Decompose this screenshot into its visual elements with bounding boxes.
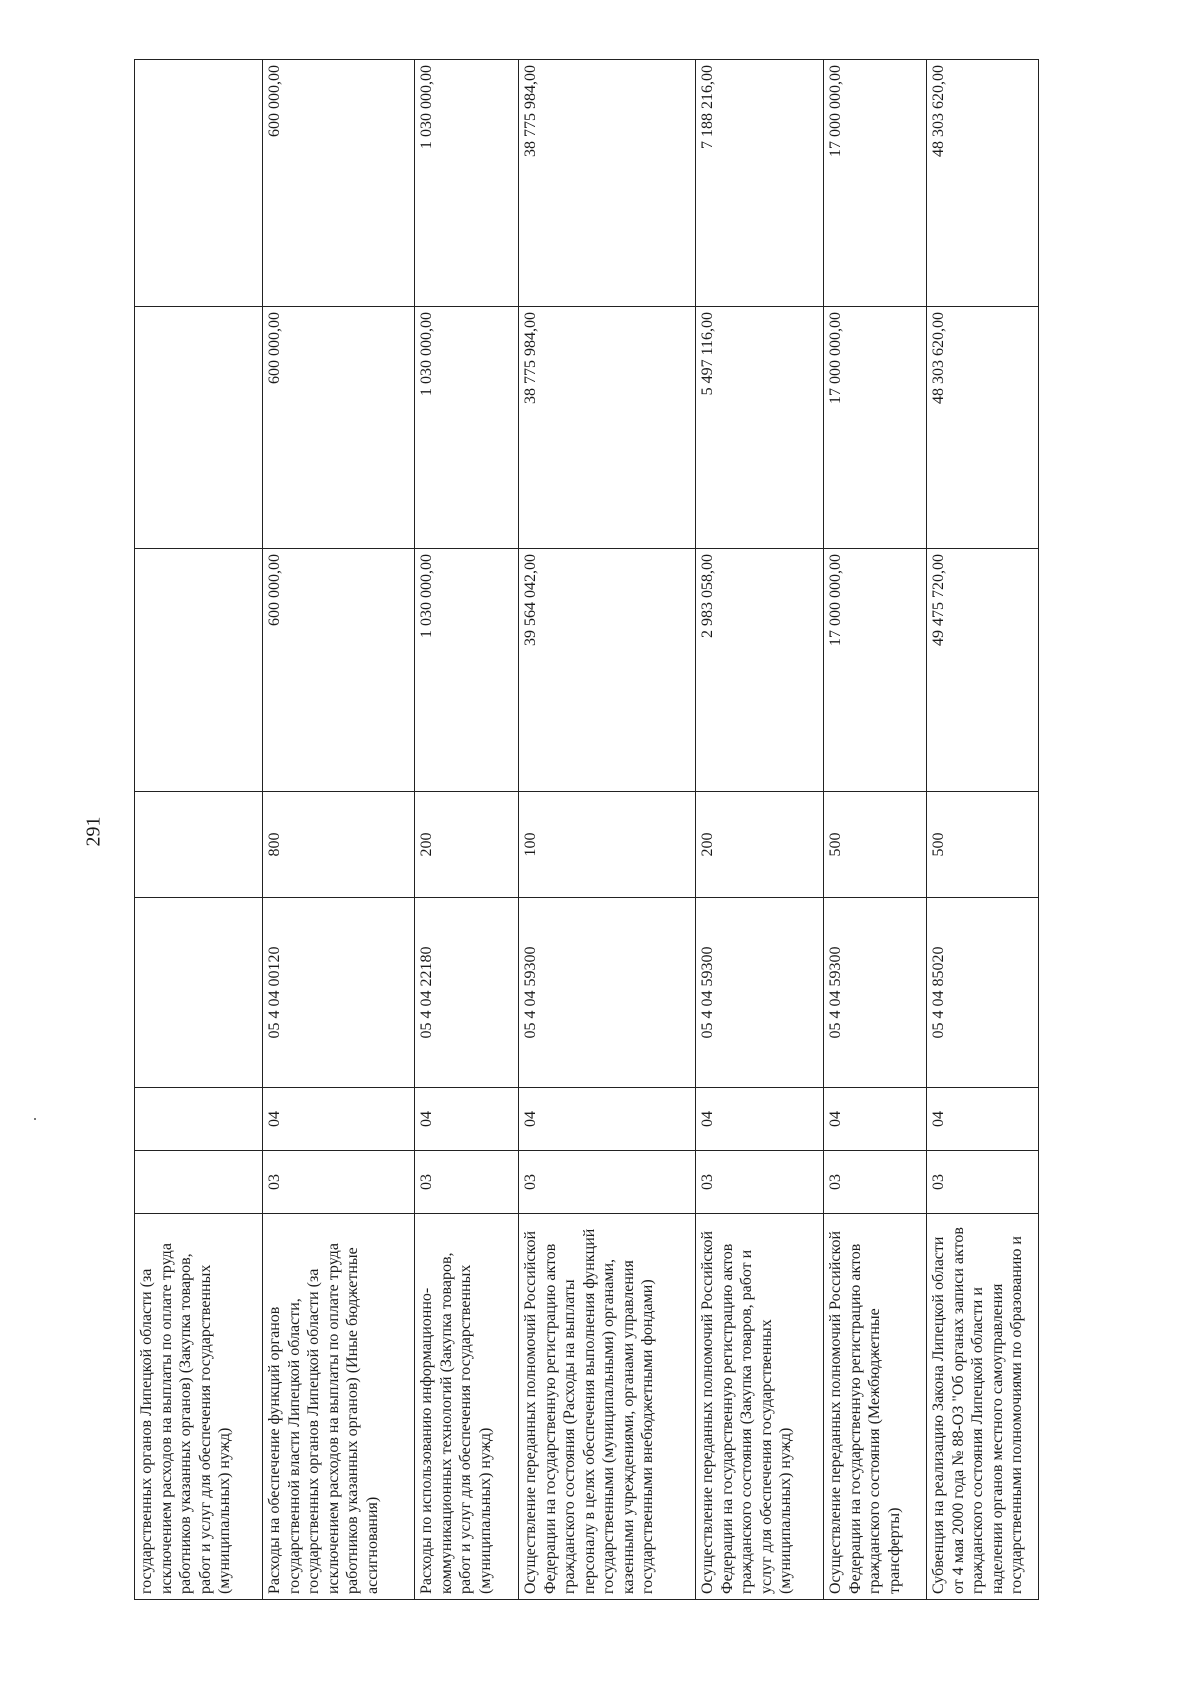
section-cell: 03	[696, 1151, 824, 1214]
target-article-cell: 05 4 04 22180	[415, 898, 519, 1088]
target-article-cell: 05 4 04 59300	[519, 898, 696, 1088]
target-article-cell: 05 4 04 00120	[263, 898, 415, 1088]
expense-type-cell: 100	[519, 792, 696, 898]
amount-year1-cell: 49 475 720,00	[927, 549, 1039, 792]
subsection-cell	[135, 1088, 263, 1151]
table-row	[519, 60, 696, 1600]
target-article-cell: 05 4 04 59300	[696, 898, 824, 1088]
expense-type-cell: 500	[927, 792, 1039, 898]
amount-year2-cell: 38 775 984,00	[519, 307, 696, 549]
section-cell: 03	[824, 1151, 927, 1214]
section-cell: 03	[263, 1151, 415, 1214]
section-cell: 03	[415, 1151, 519, 1214]
table-row	[927, 60, 1039, 1600]
amount-year3-cell: 17 000 000,00	[824, 60, 927, 307]
amount-year3-cell: 600 000,00	[263, 60, 415, 307]
amount-year3-cell: 48 303 620,00	[927, 60, 1039, 307]
expense-type-cell: 200	[415, 792, 519, 898]
target-article-cell	[135, 898, 263, 1088]
amount-year1-cell: 17 000 000,00	[824, 549, 927, 792]
expense-type-cell: 200	[696, 792, 824, 898]
amount-year3-cell: 7 188 216,00	[696, 60, 824, 307]
subsection-cell: 04	[263, 1088, 415, 1151]
amount-year1-cell: 39 564 042,00	[519, 549, 696, 792]
amount-year3-cell: 1 030 000,00	[415, 60, 519, 307]
section-cell: 03	[519, 1151, 696, 1214]
table-row	[415, 60, 519, 1600]
amount-year2-cell: 1 030 000,00	[415, 307, 519, 549]
amount-year2-cell	[135, 307, 263, 549]
expense-name-cell: Осуществление переданных полномочий Российской Федерации на государственную регистрацию актов гражданского состояния (Расходы на выплаты персоналу в целях обеспечения выполнения функций государственными (муниципальными) органами, казенными учреждениями, органами управления государственными внебюджетными фондами)	[519, 1214, 696, 1600]
amount-year1-cell: 2 983 058,00	[696, 549, 824, 792]
section-cell	[135, 1151, 263, 1214]
expense-type-cell: 800	[263, 792, 415, 898]
expense-name-cell: Осуществление переданных полномочий Российской Федерации на государственную регистрацию актов гражданского состояния (Закупка товаров, работ и услуг для обеспечения государственных (муниципальных) нужд)	[696, 1214, 824, 1600]
budget-allocation-table	[134, 59, 1039, 1600]
expense-type-cell: 500	[824, 792, 927, 898]
amount-year3-cell: 38 775 984,00	[519, 60, 696, 307]
subsection-cell: 04	[824, 1088, 927, 1151]
budget-table-sheet	[134, 60, 1038, 1600]
expense-name-cell: Расходы по использованию информационно-коммуникационных технологий (Закупка товаров, работ и услуг для обеспечения государственных (муниципальных) нужд)	[415, 1214, 519, 1600]
section-cell: 03	[927, 1151, 1039, 1214]
amount-year2-cell: 600 000,00	[263, 307, 415, 549]
page-number: 291	[82, 816, 105, 847]
subsection-cell: 04	[927, 1088, 1039, 1151]
table-row	[824, 60, 927, 1600]
expense-name-cell: Субвенция на реализацию Закона Липецкой области от 4 мая 2000 года № 88-ОЗ "Об органах записи актов гражданского состояния Липецкой области и наделении органов местного самоуправления государственными полномочиями по образованию и	[927, 1214, 1039, 1600]
expense-name-cell: Расходы на обеспечение функций органов государственной власти Липецкой области, государственных органов Липецкой области (за исключением расходов на выплаты по оплате труда работников указанных органов) (Иные бюджетные ассигнования)	[263, 1214, 415, 1600]
table-row	[263, 60, 415, 1600]
target-article-cell: 05 4 04 59300	[824, 898, 927, 1088]
table-row	[135, 60, 263, 1600]
amount-year2-cell: 17 000 000,00	[824, 307, 927, 549]
amount-year2-cell: 5 497 116,00	[696, 307, 824, 549]
scan-speck	[34, 1118, 36, 1120]
subsection-cell: 04	[519, 1088, 696, 1151]
subsection-cell: 04	[415, 1088, 519, 1151]
amount-year1-cell	[135, 549, 263, 792]
amount-year1-cell: 1 030 000,00	[415, 549, 519, 792]
amount-year2-cell: 48 303 620,00	[927, 307, 1039, 549]
table-row	[696, 60, 824, 1600]
amount-year1-cell: 600 000,00	[263, 549, 415, 792]
expense-name-cell: государственных органов Липецкой области (за исключением расходов на выплаты по оплате труда работников указанных органов) (Закупка товаров, работ и услуг для обеспечения государственных (муниципальных) нужд)	[135, 1214, 263, 1600]
subsection-cell: 04	[696, 1088, 824, 1151]
target-article-cell: 05 4 04 85020	[927, 898, 1039, 1088]
expense-type-cell	[135, 792, 263, 898]
expense-name-cell: Осуществление переданных полномочий Российской Федерации на государственную регистрацию актов гражданского состояния (Межбюджетные трансферты)	[824, 1214, 927, 1600]
amount-year3-cell	[135, 60, 263, 307]
